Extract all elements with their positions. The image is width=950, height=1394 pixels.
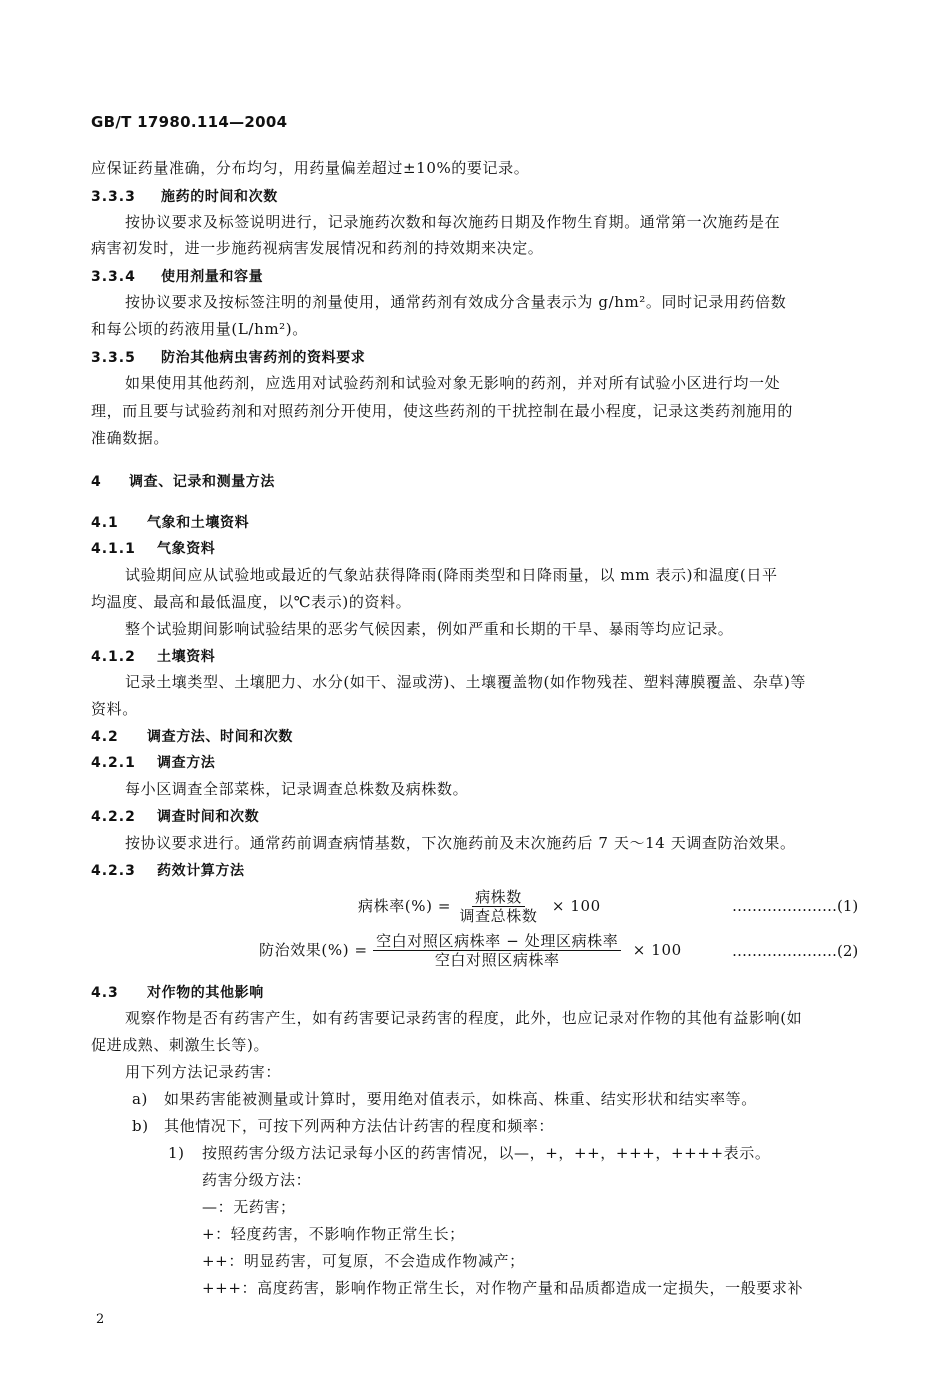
grading-level: ++：明显药害，可复原，不会造成作物减产； <box>202 1252 525 1270</box>
section-heading-4-2-1 <box>91 752 215 773</box>
section-title: 对作物的其他影响 <box>147 985 264 1001</box>
list-item-b <box>132 1116 554 1136</box>
paragraph-line: 试验期间应从试验地或最近的气象站获得降雨(降雨类型和日降雨量，以 mm 表示)和温度(日平 <box>125 566 778 584</box>
section-heading-4-2-3 <box>91 860 245 881</box>
section-number: 3.3.3 <box>91 189 136 205</box>
section-number: 4.3 <box>91 985 119 1001</box>
paragraph-line: 如果使用其他药剂，应选用对试验药剂和试验对象无影响的药剂，并对所有试验小区进行均一处 <box>125 374 781 392</box>
page-number: 2 <box>96 1312 105 1327</box>
formula-fraction <box>373 932 621 969</box>
paragraph-line: 按协议要求及标签说明进行，记录施药次数和每次施药日期及作物生育期。通常第一次施药是在 <box>125 213 781 231</box>
section-title: 药效计算方法 <box>157 863 245 879</box>
section-number: 4.1.1 <box>91 541 136 557</box>
section-title: 调查、记录和测量方法 <box>129 474 275 490</box>
grading-level: —：无药害； <box>202 1198 296 1216</box>
section-number: 4.1.2 <box>91 649 136 665</box>
section-number: 3.3.5 <box>91 350 136 366</box>
section-heading-4-1-1 <box>91 538 215 559</box>
formula-denominator: 调查总株数 <box>459 906 538 925</box>
formula-numerator: 空白对照区病株率 − 处理区病株率 <box>373 932 621 951</box>
paragraph-line: 理，而且要与试验药剂和对照药剂分开使用，使这些药剂的干扰控制在最小程度，记录这类药剂施用的 <box>91 402 794 420</box>
formula-lhs: 病株率(%) = <box>358 897 452 915</box>
section-title: 气象和土壤资料 <box>147 515 250 531</box>
formula-1 <box>358 886 601 925</box>
section-heading-4-3 <box>91 982 264 1003</box>
list-text: 如果药害能被测量或计算时，要用绝对值表示，如株高、株重、结实形状和结实率等。 <box>164 1090 757 1108</box>
section-heading-4-1 <box>91 512 249 533</box>
formula-2-ref: …………………(2) <box>732 942 859 960</box>
section-title: 气象资料 <box>157 541 216 557</box>
list-marker: 1) <box>168 1144 185 1162</box>
section-number: 3.3.4 <box>91 269 136 285</box>
section-title: 调查方法 <box>157 755 216 771</box>
paragraph-line: 按协议要求及按标签注明的剂量使用，通常药剂有效成分含量表示为 g/hm²。同时记录用药倍数 <box>125 293 787 311</box>
section-number: 4.2 <box>91 729 119 745</box>
section-number: 4.2.2 <box>91 809 136 825</box>
list-text: 按照药害分级方法记录每小区的药害情况，以—，+，++，+++，++++表示。 <box>202 1144 771 1162</box>
section-title: 防治其他病虫害药剂的资料要求 <box>161 350 366 366</box>
section-heading-4-2-2 <box>91 806 259 827</box>
formula-2 <box>259 930 682 969</box>
formula-numerator: 病株数 <box>472 888 525 907</box>
section-heading-4 <box>91 471 275 492</box>
section-number: 4.2.1 <box>91 755 136 771</box>
section-number: 4.1 <box>91 515 119 531</box>
list-item-a <box>132 1089 757 1109</box>
paragraph-line: 和每公顷的药液用量(L/hm²)。 <box>91 320 308 338</box>
list-item-b-1 <box>168 1143 771 1163</box>
grading-level: +：轻度药害，不影响作物正常生长； <box>202 1225 465 1243</box>
standard-id: GB/T 17980.114—2004 <box>91 113 288 131</box>
section-heading-3-3-3 <box>91 186 278 207</box>
section-heading-4-1-2 <box>91 646 215 667</box>
section-title: 施药的时间和次数 <box>161 189 278 205</box>
formula-fraction <box>456 888 540 925</box>
list-marker: b) <box>132 1117 149 1135</box>
formula-lhs: 防治效果(%) = <box>259 941 368 959</box>
formula-denominator: 空白对照区病株率 <box>434 950 560 969</box>
section-title: 调查时间和次数 <box>157 809 260 825</box>
formula-multiplier: × 100 <box>551 897 601 915</box>
grading-heading: 药害分级方法： <box>202 1171 312 1189</box>
paragraph-line: 促进成熟、刺激生长等)。 <box>91 1036 270 1054</box>
paragraph-line: 每小区调查全部菜株，记录调查总株数及病株数。 <box>125 780 469 798</box>
paragraph-line: 病害初发时，进一步施药视病害发展情况和药剂的持效期来决定。 <box>91 239 544 257</box>
section-number: 4.2.3 <box>91 863 136 879</box>
formula-1-ref: …………………(1) <box>732 897 859 915</box>
list-marker: a) <box>132 1090 148 1108</box>
paragraph-line: 整个试验期间影响试验结果的恶劣气候因素，例如严重和长期的干旱、暴雨等均应记录。 <box>125 620 734 638</box>
section-number: 4 <box>91 474 102 490</box>
section-heading-3-3-4 <box>91 266 263 287</box>
paragraph-line: 准确数据。 <box>91 429 170 447</box>
section-heading-4-2 <box>91 726 293 747</box>
section-heading-3-3-5 <box>91 347 365 368</box>
paragraph-line: 均温度、最高和最低温度，以℃表示)的资料。 <box>91 593 412 611</box>
list-text: 其他情况下，可按下列两种方法估计药害的程度和频率： <box>164 1117 555 1135</box>
paragraph-line: 资料。 <box>91 700 138 718</box>
paragraph-line: 按协议要求进行。通常药前调查病情基数，下次施药前及末次施药后 7 天～14 天调查防治效果。 <box>125 834 796 852</box>
paragraph-line: 用下列方法记录药害： <box>125 1063 282 1081</box>
section-title: 调查方法、时间和次数 <box>147 729 293 745</box>
paragraph-line: 观察作物是否有药害产生，如有药害要记录药害的程度，此外，也应记录对作物的其他有益影响(如 <box>125 1009 803 1027</box>
formula-multiplier: × 100 <box>632 941 682 959</box>
paragraph-line: 应保证药量准确，分布均匀，用药量偏差超过±10%的要记录。 <box>91 159 530 177</box>
grading-level: +++：高度药害，影响作物正常生长，对作物产量和品质都造成一定损失，一般要求补 <box>202 1279 804 1297</box>
section-title: 土壤资料 <box>157 649 216 665</box>
paragraph-line: 记录土壤类型、土壤肥力、水分(如干、湿或涝)、土壤覆盖物(如作物残茬、塑料薄膜覆盖、杂草)等 <box>125 673 807 691</box>
section-title: 使用剂量和容量 <box>161 269 264 285</box>
